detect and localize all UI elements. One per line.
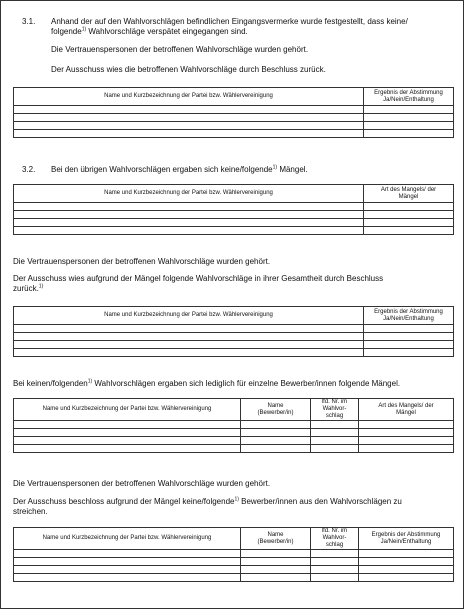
col-position-header: lfd. Nr. im Wahlvor- schlag	[311, 528, 359, 550]
col-vote-header: Ergebnis der Abstimmung Ja/Nein/Enthaltung	[364, 307, 454, 325]
table-cell[interactable]	[14, 550, 241, 558]
col-vote-header: Ergebnis der Abstimmung Ja/Nein/Enthaltung	[359, 528, 454, 550]
table-cell[interactable]	[14, 122, 364, 130]
table-row	[14, 219, 454, 227]
table-cell[interactable]	[364, 106, 454, 114]
table-cell[interactable]	[14, 219, 364, 227]
table-cell[interactable]	[14, 106, 364, 114]
table-cell[interactable]	[364, 211, 454, 219]
table-row	[14, 130, 454, 138]
heard-paragraph-3: Die Vertrauenspersonen der betroffenen Wahlvorschläge wurden gehört.	[13, 479, 271, 488]
table-defects	[13, 184, 454, 235]
table-cell[interactable]	[241, 429, 311, 437]
table-cell[interactable]	[241, 421, 311, 429]
table-cell[interactable]	[14, 211, 364, 219]
col-party-header: Name und Kurzbezeichnung der Partei bzw. Wählervereinigung	[14, 88, 364, 106]
table-cell[interactable]	[364, 333, 454, 341]
table-cell[interactable]	[14, 341, 364, 349]
section-3-2-text: Bei den übrigen Wahlvorschlägen ergaben sich keine/folgende$^{1)}$ Mängel.	[51, 164, 308, 174]
table-row	[14, 574, 454, 582]
table-rejected-whole	[13, 306, 454, 357]
table-cell[interactable]	[14, 114, 364, 122]
table-cell[interactable]	[359, 445, 454, 453]
table-row	[14, 437, 454, 445]
table-row	[14, 325, 454, 333]
table-cell[interactable]	[14, 325, 364, 333]
strike-candidates-paragraph: Der Ausschuss beschloss aufgrund der Mängel keine/folgende$^{1)}$ Bewerber/innen aus den Wahlvorschlägen zu streichen.	[13, 496, 402, 516]
table-cell[interactable]	[359, 550, 454, 558]
table-cell[interactable]	[14, 227, 364, 235]
table-cell[interactable]	[14, 203, 364, 211]
table-cell[interactable]	[14, 437, 241, 445]
table-row	[14, 566, 454, 574]
table-row	[14, 203, 454, 211]
col-party-header: Name und Kurzbezeichnung der Partei bzw. Wählervereinigung	[14, 307, 364, 325]
col-vote-header: Ergebnis der Abstimmung Ja/Nein/Enthaltung	[364, 88, 454, 106]
section-number-3-1: 3.1.	[22, 17, 36, 26]
table-cell[interactable]	[311, 445, 359, 453]
table-cell[interactable]	[364, 325, 454, 333]
table-cell[interactable]	[311, 550, 359, 558]
table-row	[14, 445, 454, 453]
table-cell[interactable]	[14, 130, 364, 138]
table-cell[interactable]	[14, 445, 241, 453]
table-cell[interactable]	[14, 429, 241, 437]
table-cell[interactable]	[364, 341, 454, 349]
table-cell[interactable]	[364, 130, 454, 138]
section-3-1-rejected: Der Ausschuss wies die betroffenen Wahlvorschläge durch Beschluss zurück.	[51, 65, 326, 74]
table-row	[14, 421, 454, 429]
table-cell[interactable]	[359, 566, 454, 574]
table-row	[14, 106, 454, 114]
section-3-1-text: Anhand der auf den Wahlvorschlägen befindlichen Eingangsvermerke wurde festgestellt, dass keine/ folgende$^{1)}$ Wahlvorschläge verspätet eingegangen sind.	[51, 17, 408, 36]
table-cell[interactable]	[364, 219, 454, 227]
table-cell[interactable]	[14, 574, 241, 582]
table-cell[interactable]	[311, 429, 359, 437]
table-cell[interactable]	[311, 566, 359, 574]
col-candidate-header: Name (Bewerber/in)	[241, 528, 311, 550]
table-row	[14, 341, 454, 349]
table-cell[interactable]	[311, 421, 359, 429]
col-party-header: Name und Kurzbezeichnung der Partei bzw. Wählervereinigung	[14, 399, 241, 421]
table-row	[14, 227, 454, 235]
table-cell[interactable]	[359, 574, 454, 582]
table-row	[14, 429, 454, 437]
table-cell[interactable]	[311, 574, 359, 582]
table-late-proposals	[13, 87, 454, 138]
individual-defects-paragraph: Bei keinen/folgenden$^{1)}$ Wahlvorschlägen ergaben sich lediglich für einzelne Bewerber/innen folgende Mängel.	[13, 378, 401, 388]
table-cell[interactable]	[359, 421, 454, 429]
table-cell[interactable]	[241, 566, 311, 574]
table-cell[interactable]	[311, 558, 359, 566]
table-cell[interactable]	[364, 122, 454, 130]
table-cell[interactable]	[359, 558, 454, 566]
table-row	[14, 122, 454, 130]
table-cell[interactable]	[311, 437, 359, 445]
table-cell[interactable]	[364, 114, 454, 122]
table-cell[interactable]	[14, 421, 241, 429]
col-position-header: lfd. Nr. im Wahlvor- schlag	[311, 399, 359, 421]
table-row	[14, 558, 454, 566]
heard-paragraph-2: Die Vertrauenspersonen der betroffenen Wahlvorschläge wurden gehört.	[13, 257, 271, 266]
col-party-header: Name und Kurzbezeichnung der Partei bzw. Wählervereinigung	[14, 528, 241, 550]
table-cell[interactable]	[241, 558, 311, 566]
table-cell[interactable]	[14, 333, 364, 341]
section-3-1-heard: Die Vertrauenspersonen der betroffenen Wahlvorschläge wurden gehört.	[51, 45, 309, 54]
table-cell[interactable]	[359, 437, 454, 445]
table-cell[interactable]	[364, 203, 454, 211]
table-row	[14, 114, 454, 122]
table-row	[14, 349, 454, 357]
table-cell[interactable]	[364, 227, 454, 235]
table-cell[interactable]	[14, 558, 241, 566]
table-cell[interactable]	[241, 445, 311, 453]
table-row	[14, 333, 454, 341]
table-cell[interactable]	[241, 550, 311, 558]
table-cell[interactable]	[14, 566, 241, 574]
table-cell[interactable]	[364, 349, 454, 357]
table-cell[interactable]	[241, 574, 311, 582]
table-cell[interactable]	[14, 349, 364, 357]
table-strike-candidates	[13, 527, 454, 582]
section-number-3-2: 3.2.	[22, 165, 36, 174]
col-defect-header: Art des Mangels/ der Mängel	[359, 399, 454, 421]
col-defect-header: Art des Mangels/ der Mängel	[364, 185, 454, 203]
col-candidate-header: Name (Bewerber/in)	[241, 399, 311, 421]
table-individual-defects	[13, 398, 454, 453]
table-row	[14, 550, 454, 558]
rejected-whole-paragraph: Der Ausschuss wies aufgrund der Mängel folgende Wahlvorschläge in ihrer Gesamtheit durch Beschluss zurück.$^{1)}$	[13, 274, 384, 293]
table-cell[interactable]	[359, 429, 454, 437]
col-party-header: Name und Kurzbezeichnung der Partei bzw. Wählervereinigung	[14, 185, 364, 203]
table-row	[14, 211, 454, 219]
table-cell[interactable]	[241, 437, 311, 445]
